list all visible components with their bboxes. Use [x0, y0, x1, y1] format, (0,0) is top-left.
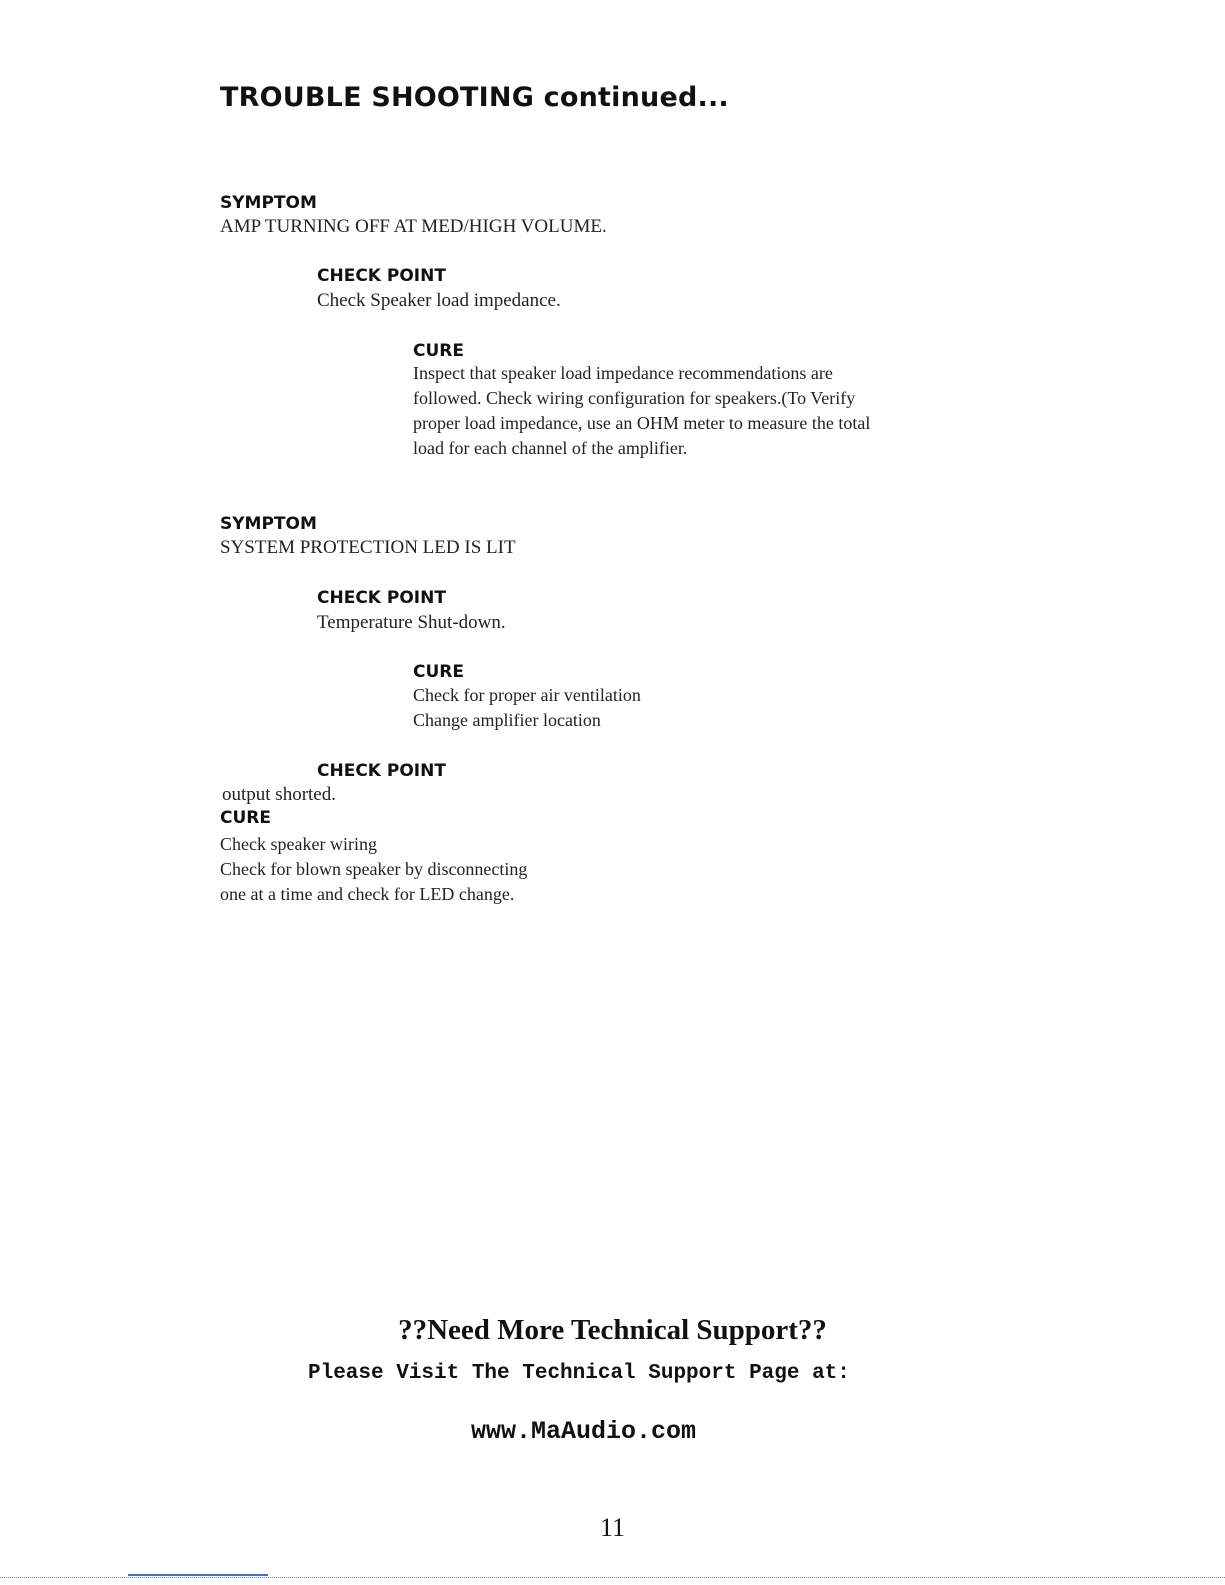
checkpoint-text-2: Temperature Shut-down.: [317, 612, 506, 633]
cure-line: Inspect that speaker load impedance recommendations are: [413, 363, 833, 383]
cure-line: followed. Check wiring configuration for speakers.(To Verify: [413, 388, 856, 408]
footer-divider: [0, 1577, 1225, 1578]
page-number: 11: [599, 1513, 626, 1542]
symptom-text-2: SYSTEM PROTECTION LED IS LIT: [220, 537, 516, 558]
support-heading: ??Need More Technical Support??: [398, 1314, 827, 1346]
checkpoint-text-1: Check Speaker load impedance.: [317, 290, 561, 311]
page-title: TROUBLE SHOOTING continued...: [220, 82, 729, 113]
support-url-link[interactable]: www.MaAudio.com: [471, 1417, 697, 1446]
cure-text-3: [220, 832, 780, 907]
symptom-label-2: SYMPTOM: [220, 514, 317, 534]
footer-link-underline: [128, 1574, 268, 1576]
cure-line: Change amplifier location: [413, 710, 601, 730]
checkpoint-text-3: output shorted.: [222, 784, 336, 805]
checkpoint-label-2: CHECK POINT: [317, 588, 446, 608]
symptom-label-1: SYMPTOM: [220, 193, 317, 213]
symptom-text-1: AMP TURNING OFF AT MED/HIGH VOLUME.: [220, 216, 607, 237]
cure-line: Check for proper air ventilation: [413, 685, 641, 705]
cure-text-2: [413, 683, 973, 733]
cure-line: one at a time and check for LED change.: [220, 884, 515, 904]
cure-line: Check speaker wiring: [220, 834, 377, 854]
cure-label-3: CURE: [220, 808, 271, 828]
cure-line: proper load impedance, use an OHM meter to measure the total: [413, 413, 871, 433]
cure-label-1: CURE: [413, 341, 464, 361]
cure-line: load for each channel of the amplifier.: [413, 438, 688, 458]
cure-line: Check for blown speaker by disconnecting: [220, 859, 528, 879]
checkpoint-label-1: CHECK POINT: [317, 266, 446, 286]
cure-text-1: [413, 361, 973, 461]
support-instruction: Please Visit The Technical Support Page at:: [308, 1362, 850, 1385]
checkpoint-label-3: CHECK POINT: [317, 761, 446, 781]
cure-label-2: CURE: [413, 662, 464, 682]
